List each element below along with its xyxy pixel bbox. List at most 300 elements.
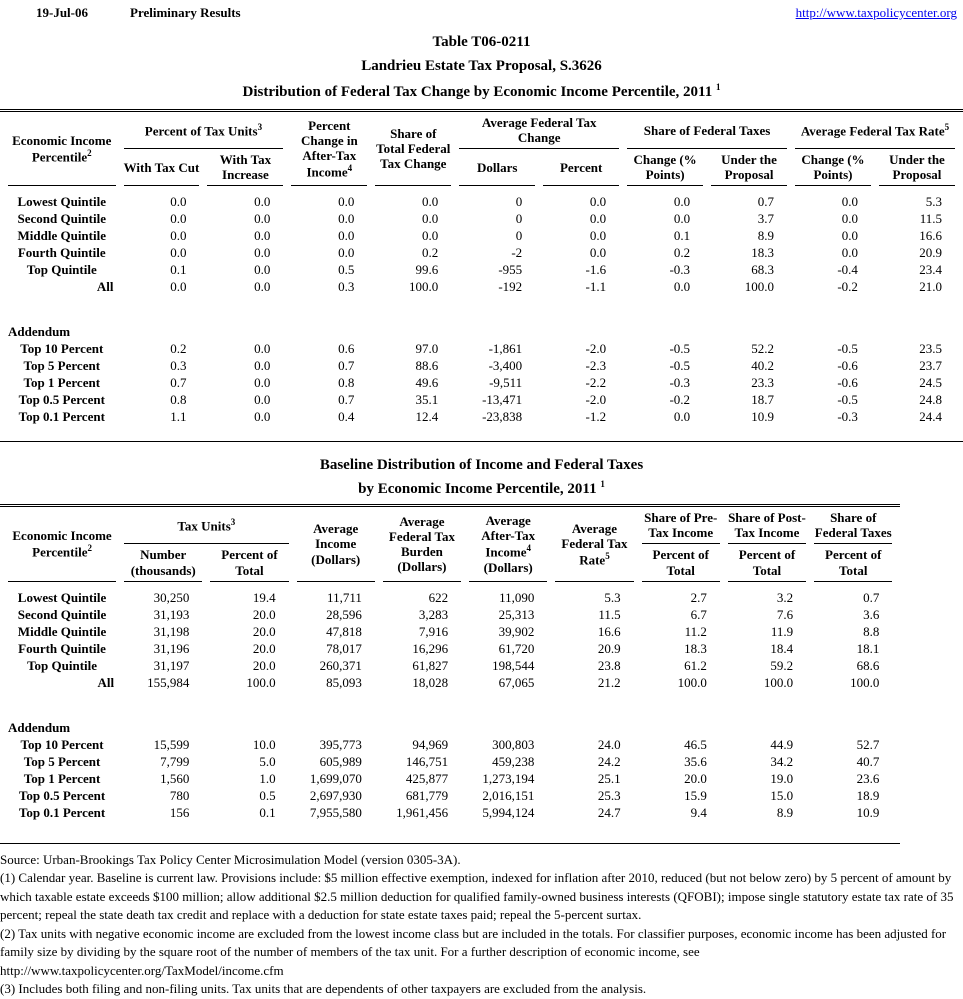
cell-value: 24.7 [597,804,621,820]
cell-value: 100.0 [246,674,276,690]
cell-value: 21.2 [597,674,621,690]
col-header-under-proposal: Under the Proposal [711,149,787,186]
footnote: (3) Includes both filing and non-filing units. Tax units that are dependents of other taxpayers are excluded from the analysis. [0,981,647,997]
table-row [8,278,955,295]
cell-value: -2.0 [585,341,607,357]
table-row [8,210,955,227]
cell-value: 28,596 [326,606,362,622]
table-row [8,787,892,804]
cell-value: 0.0 [254,409,271,425]
cell-value: 622 [428,589,449,605]
cell-value: 18.4 [770,640,794,656]
cell-value: -1.2 [585,409,607,425]
cell-value: 0.3 [338,279,355,295]
col-header-percent-of-total-pre: Percent of Total [642,544,720,581]
cell-value: 15,599 [153,736,190,752]
cell-value: 0.0 [589,245,607,261]
cell-value: 0.5 [259,787,276,803]
section-row [8,719,892,736]
cell-value: 12.4 [415,409,439,425]
cell-value: 18,028 [412,674,449,690]
cell-value: 11.5 [919,211,942,227]
cell-value: 2,016,151 [482,787,535,803]
row-label: Top 5 Percent [23,753,101,769]
cell-value: 0.0 [254,358,271,374]
cell-value: 3.7 [757,211,774,227]
cell-value: 25,313 [498,606,535,622]
section-label: Addendum [8,719,71,735]
cell-value: 0 [515,194,523,210]
row-label: Top 10 Percent [20,736,104,752]
row-label: Lowest Quintile [17,589,107,605]
cell-value: -1.1 [585,279,607,295]
cell-value: 0.0 [254,279,271,295]
cell-value: 18.7 [751,392,774,408]
cell-value: 155,984 [147,674,190,690]
tax-change-table-header [8,112,955,186]
col-group-average-federal-tax-change: Average Federal Tax Change [459,112,619,149]
cell-value: 18.3 [684,640,707,656]
table-row [8,804,892,843]
cell-value: 31,197 [153,657,190,673]
cell-value: 18.9 [856,787,880,803]
table-row [8,606,892,623]
cell-value: 0.3 [170,358,187,374]
baseline-table-header [8,507,892,581]
cell-value: 0.0 [589,211,607,227]
col-header-with-tax-increase: With Tax Increase [207,149,283,186]
cell-value: 0.7 [338,358,355,374]
table-number-title: Table T06-0211 [432,34,531,50]
tax-change-table-body [8,186,955,441]
cell-value: 156 [169,804,190,820]
tax-change-table [0,109,963,442]
table-row [8,261,955,278]
table-row [8,357,955,374]
title-block [0,35,963,100]
row-label: Middle Quintile [17,623,107,639]
cell-value: 85,093 [326,674,362,690]
cell-value: 49.6 [415,375,439,391]
cell-value: 0.8 [338,375,355,391]
cell-value: 25.1 [597,770,621,786]
table-row [8,770,892,787]
col-header-rate-change-points: Change (% Points) [795,149,871,186]
row-label: Top 0.5 Percent [18,392,105,408]
baseline-table-body [8,582,892,843]
cell-value: 47,818 [326,623,362,639]
cell-value: 19.0 [770,770,794,786]
col-header-number-thousands: Number (thousands) [124,544,202,581]
col-header-change-points: Change (% Points) [627,149,703,186]
table-row [8,408,955,441]
cell-value: 25.3 [597,787,621,803]
cell-value: -2.0 [585,392,607,408]
cell-value: 100.0 [409,279,439,295]
table-row [8,640,892,657]
cell-value: -0.3 [837,409,858,425]
cell-value: 0.0 [673,409,691,425]
cell-value: -1.6 [585,262,607,278]
cell-value: 31,196 [153,640,190,656]
cell-value: 1.1 [170,409,187,425]
cell-value: 61.2 [684,657,707,673]
cell-value: -2.3 [585,358,607,374]
cell-value: 100.0 [763,674,794,690]
col-group-share-post-tax-income: Share of Post-Tax Income [728,507,806,544]
row-label: Top 0.1 Percent [18,409,105,425]
row-label: Top 10 Percent [20,341,104,357]
cell-value: -2 [511,245,523,261]
cell-value: 0.0 [422,194,439,210]
row-label: Lowest Quintile [17,194,106,210]
cell-value: 61,720 [498,640,535,656]
cell-value: -0.5 [837,392,858,408]
cell-value: 425,877 [405,770,449,786]
status-label: Preliminary Results [130,5,241,20]
cell-value: 0.0 [170,279,187,295]
col-header-economic-income-percentile: Economic Income Percentile$^2$ [8,112,116,186]
cell-value: 78,017 [326,640,362,656]
cell-value: 8.9 [776,804,794,820]
table-row [8,227,955,244]
cell-value: 1,699,070 [309,770,362,786]
col-group-share-pre-tax-income: Share of Pre-Tax Income [642,507,720,544]
cell-value: 0.0 [422,211,439,227]
table-row [8,657,892,674]
cell-value: 0.8 [170,392,187,408]
cell-value: 23.6 [856,770,880,786]
cell-value: 46.5 [684,736,707,752]
cell-value: 11,711 [327,589,362,605]
spacer-row [8,691,892,719]
cell-value: 61,827 [412,657,449,673]
baseline-distribution-table [0,504,900,843]
cell-value: 20.0 [684,770,707,786]
col-header-percent-of-total-fed: Percent of Total [814,544,892,581]
table-row [8,736,892,753]
baseline-title-block [0,458,963,497]
cell-value: 260,371 [319,657,362,673]
proposal-title: Landrieu Estate Tax Proposal, S.3626 [361,58,602,74]
cell-value: 24.0 [597,736,621,752]
cell-value: 0.7 [863,589,880,605]
cell-value: 0.0 [254,228,271,244]
cell-value: 18.1 [856,640,880,656]
table-row [8,623,892,640]
cell-value: 11.9 [770,623,794,639]
cell-value: 0.7 [338,392,355,408]
row-label: Fourth Quintile [18,640,106,656]
cell-value: 52.7 [856,736,880,752]
cell-value: 1,273,194 [482,770,535,786]
row-label: Middle Quintile [17,228,106,244]
baseline-title-line1: Baseline Distribution of Income and Federal Taxes [319,457,644,474]
cell-value: 198,544 [492,657,535,673]
cell-value: 0.1 [673,228,691,244]
row-label: Top 5 Percent [23,358,101,374]
cell-value: -0.6 [837,375,858,391]
cell-value: 0.0 [841,211,858,227]
cell-value: 0.0 [338,228,355,244]
cell-value: 0.7 [170,375,187,391]
cell-value: 34.2 [770,753,794,769]
cell-value: 2,697,930 [309,787,362,803]
cell-value: 18.3 [751,245,774,261]
cell-value: 97.0 [415,341,439,357]
cell-value: 0.0 [254,262,271,278]
cell-value: -0.2 [669,392,691,408]
row-label: Top 1 Percent [23,770,101,786]
cell-value: 0.0 [841,194,858,210]
cell-value: 0.2 [170,341,187,357]
cell-value: -0.5 [669,358,691,374]
cell-value: -13,471 [482,392,523,408]
cell-value: 39,902 [498,623,535,639]
cell-value: 1.0 [259,770,276,786]
cell-value: 0.0 [254,211,271,227]
cell-value: 11.5 [598,606,621,622]
cell-value: 100.0 [677,674,707,690]
cell-value: -0.5 [669,341,691,357]
cell-value: 0.0 [673,279,691,295]
row-label: Second Quintile [17,606,107,622]
cell-value: 2.7 [690,589,707,605]
cell-value: 0.0 [338,245,355,261]
cell-value: 605,989 [319,753,362,769]
footnote: Source: Urban-Brookings Tax Policy Center Microsimulation Model (version 0305-3A). [0,851,461,867]
cell-value: 5,994,124 [482,804,535,820]
cell-value: 0.0 [589,194,607,210]
cell-value: 0.0 [589,228,607,244]
cell-value: 20.0 [252,657,276,673]
cell-value: 21.0 [919,279,942,295]
cell-value: 0.0 [673,211,691,227]
cell-value: 24.8 [919,392,942,408]
page-header [0,0,963,21]
row-label: Top Quintile [27,657,98,673]
col-header-average-federal-tax-burden: Average Federal Tax Burden (Dollars) [383,507,461,581]
row-label: Top Quintile [26,262,97,278]
cell-value: 0.0 [254,245,271,261]
cell-value: 3.6 [863,606,880,622]
table-row [8,340,955,357]
col-header-share-of-total-federal-tax-change: Share of Total Federal Tax Change [375,112,451,186]
cell-value: 68.3 [751,262,774,278]
cell-value: 5.0 [259,753,276,769]
cell-value: 146,751 [405,753,449,769]
cell-value: 20.9 [597,640,621,656]
cell-value: 35.1 [415,392,439,408]
cell-value: 3.2 [776,589,794,605]
cell-value: 31,193 [153,606,190,622]
col-header-dollars: Dollars [459,149,535,186]
cell-value: 23.4 [919,262,942,278]
cell-value: 44.9 [770,736,794,752]
cell-value: -192 [498,279,523,295]
col-header-average-income: Average Income (Dollars) [297,507,375,581]
cell-value: -23,838 [482,409,523,425]
row-label: Top 0.5 Percent [18,787,106,803]
cell-value: 395,773 [319,736,362,752]
col-group-share-federal-taxes: Share of Federal Taxes [814,507,892,544]
cell-value: 1,961,456 [396,804,449,820]
cell-value: -0.6 [837,358,858,374]
cell-value: 68.6 [856,657,880,673]
cell-value: 0.1 [170,262,187,278]
cell-value: 59.2 [770,657,794,673]
col-header-percent-change-after-tax-income: Percent Change in After-Tax Income$^4$ [291,112,367,186]
cell-value: 0 [515,211,523,227]
col-group-percent-of-tax-units: Percent of Tax Units$^3$ [124,112,284,149]
cell-value: 20.9 [919,245,942,261]
cell-value: 16.6 [597,623,621,639]
cell-value: 300,803 [492,736,535,752]
row-label: All [96,279,114,295]
cell-value: 8.9 [757,228,774,244]
cell-value: -9,511 [489,375,523,391]
cell-value: 11.2 [684,623,707,639]
cell-value: 15.0 [770,787,794,803]
cell-value: 0 [515,228,523,244]
page-date: 19-Jul-06 [36,5,88,20]
taxpolicycenter-link[interactable]: http://www.taxpolicycenter.org [795,5,957,20]
row-label: Fourth Quintile [17,245,106,261]
cell-value: 40.7 [856,753,880,769]
cell-value: 23.8 [597,657,621,673]
cell-value: 0.0 [170,245,187,261]
cell-value: 20.0 [252,606,276,622]
table-row [8,391,955,408]
col-header-rate-under-proposal: Under the Proposal [879,149,955,186]
cell-value: 52.2 [751,341,774,357]
row-label: Top 0.1 Percent [18,804,106,820]
cell-value: -0.2 [837,279,858,295]
cell-value: 0.0 [422,228,439,244]
cell-value: -2.2 [585,375,607,391]
cell-value: 16.6 [919,228,942,244]
cell-value: 459,238 [492,753,535,769]
cell-value: 16,296 [412,640,449,656]
table-row [8,582,892,606]
cell-value: 5.3 [925,194,942,210]
cell-value: 0.0 [170,228,187,244]
cell-value: 0.2 [673,245,691,261]
row-label: Top 1 Percent [23,375,101,391]
distribution-title: Distribution of Federal Tax Change by Economic Income Percentile, 2011 $^1$ [242,82,721,100]
cell-value: 0.0 [673,194,691,210]
cell-value: 10.9 [856,804,880,820]
cell-value: 6.7 [690,606,707,622]
cell-value: 0.1 [259,804,276,820]
row-label: Second Quintile [17,211,106,227]
table-row [8,674,892,691]
cell-value: 0.6 [338,341,355,357]
footnotes [0,851,963,999]
cell-value: 8.8 [863,623,880,639]
table-row [8,186,955,210]
cell-value: 0.0 [254,375,271,391]
cell-value: 31,198 [153,623,190,639]
footnote: (1) Calendar year. Baseline is current law. Provisions include: $5 million effective exemption, indexed for inflation after 2010, reduced (but not below zero) by 5 percent of amount by which taxable estate exceeds $100 million; allow additional $2.5 million deduction for qualified family-owned business interests (QFOBI); impose single statutory estate tax rate of 35 percent; repeal the state death tax credit and replace with a deduction for state estate taxes paid; repeal the 5-percent surtax. [0,870,954,923]
cell-value: 94,969 [412,736,449,752]
cell-value: 0.0 [170,211,187,227]
cell-value: -0.3 [669,375,691,391]
table-row [8,244,955,261]
cell-value: -3,400 [488,358,523,374]
footnote: http://www.taxpolicycenter.org/TaxModel/income.cfm [0,962,284,978]
cell-value: -1,861 [488,341,523,357]
cell-value: 0.0 [254,194,271,210]
cell-value: 0.7 [757,194,774,210]
cell-value: 23.3 [751,375,774,391]
cell-value: 30,250 [153,589,190,605]
cell-value: 7,916 [418,623,449,639]
cell-value: 24.4 [919,409,942,425]
section-label: Addendum [8,324,71,340]
cell-value: 7,799 [160,753,190,769]
col-header-percent-of-total-post: Percent of Total [728,544,806,581]
cell-value: 0.2 [422,245,439,261]
cell-value: 88.6 [415,358,439,374]
col-header-with-tax-cut: With Tax Cut [124,149,200,186]
cell-value: 681,779 [405,787,449,803]
cell-value: 0.0 [254,341,271,357]
spacer-row [8,295,955,323]
col-header-percent-of-total-units: Percent of Total [210,544,288,581]
cell-value: 23.7 [919,358,942,374]
cell-value: 0.0 [254,392,271,408]
cell-value: -955 [498,262,523,278]
table-row [8,374,955,391]
cell-value: 0.0 [841,245,858,261]
cell-value: 20.0 [252,623,276,639]
cell-value: 23.5 [919,341,942,357]
cell-value: 24.5 [919,375,942,391]
cell-value: 99.6 [415,262,439,278]
cell-value: 15.9 [684,787,707,803]
col-group-tax-units: Tax Units$^3$ [124,507,289,544]
cell-value: -0.5 [837,341,858,357]
cell-value: 3,283 [418,606,449,622]
cell-value: -0.3 [669,262,691,278]
cell-value: 0.0 [170,194,187,210]
col-header-economic-income-percentile-2: Economic Income Percentile$^2$ [8,507,116,581]
col-group-share-of-federal-taxes: Share of Federal Taxes [627,112,787,149]
cell-value: 67,065 [498,674,535,690]
cell-value: 20.0 [252,640,276,656]
cell-value: 780 [169,787,190,803]
cell-value: 0.0 [338,211,355,227]
col-header-average-after-tax-income: Average After-Tax Income$^4$ (Dollars) [469,507,547,581]
baseline-title-line2: by Economic Income Percentile, 2011 $^1$ [358,479,605,498]
col-header-average-federal-tax-rate: Average Federal Tax Rate$^5$ [555,507,633,581]
cell-value: 7.6 [776,606,794,622]
table-row [8,753,892,770]
cell-value: 10.0 [252,736,276,752]
cell-value: 0.0 [841,228,858,244]
cell-value: 24.2 [597,753,621,769]
cell-value: 5.3 [604,589,621,605]
cell-value: 7,955,580 [309,804,362,820]
cell-value: 9.4 [690,804,707,820]
col-group-average-federal-tax-rate: Average Federal Tax Rate$^5$ [795,112,955,149]
cell-value: 100.0 [850,674,880,690]
cell-value: 100.0 [744,279,774,295]
cell-value: 1,560 [160,770,190,786]
cell-value: 0.4 [338,409,355,425]
cell-value: 0.0 [338,194,355,210]
